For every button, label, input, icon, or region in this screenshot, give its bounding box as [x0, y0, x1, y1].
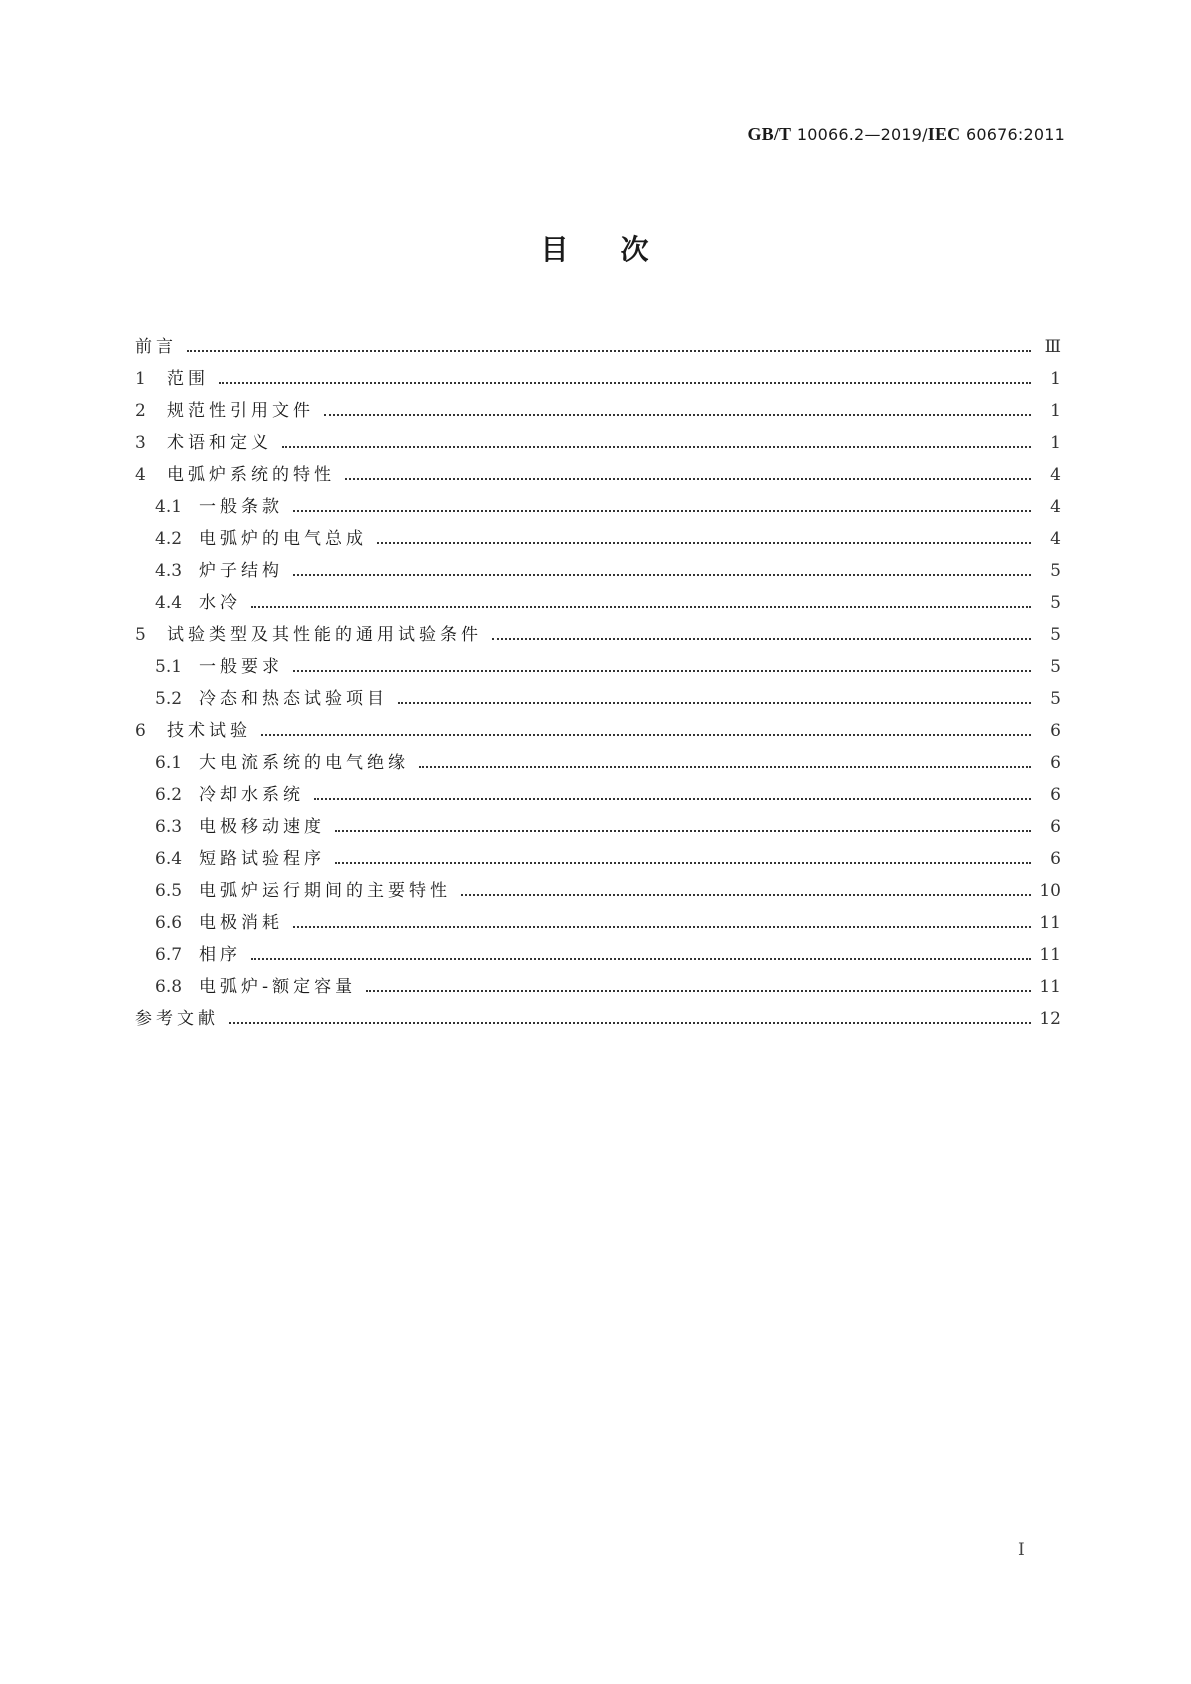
toc-entry-number: 6.2 — [155, 785, 183, 805]
toc-entry-page: 12 — [1039, 1009, 1061, 1029]
toc-entry-number: 5.2 — [155, 689, 183, 709]
toc-entry-number: 4.4 — [155, 593, 183, 613]
dot-leader — [282, 445, 1031, 448]
toc-entry-number: 5 — [135, 625, 146, 645]
toc-entry[interactable] — [135, 838, 1061, 870]
toc-entry-page: 6 — [1050, 817, 1061, 837]
toc-entry-page: 1 — [1050, 401, 1061, 421]
toc-entry[interactable] — [135, 582, 1061, 614]
toc-entry[interactable] — [135, 390, 1061, 422]
toc-entry-number: 4 — [135, 465, 146, 485]
toc-entry-title: 冷却水系统 — [199, 785, 304, 805]
toc-entry-title: 一般条款 — [199, 497, 283, 517]
toc-entry-number: 4.1 — [155, 497, 183, 517]
dot-leader — [492, 637, 1031, 640]
toc-entry[interactable] — [135, 966, 1061, 998]
dot-leader — [229, 1021, 1031, 1024]
toc-entry[interactable] — [135, 518, 1061, 550]
toc-entry-page: 10 — [1039, 881, 1061, 901]
toc-entry-number: 6.8 — [155, 977, 183, 997]
dot-leader — [251, 605, 1031, 608]
toc-entry-number: 6.6 — [155, 913, 183, 933]
dot-leader — [293, 509, 1031, 512]
toc-entry-title: 试验类型及其性能的通用试验条件 — [167, 625, 482, 645]
toc-entry-title: 大电流系统的电气绝缘 — [199, 753, 409, 773]
toc-entry[interactable] — [135, 454, 1061, 486]
dot-leader — [366, 989, 1031, 992]
toc-entry-page: 1 — [1050, 433, 1061, 453]
dot-leader — [398, 701, 1031, 704]
toc-entry-title: 炉子结构 — [199, 561, 283, 581]
toc-entry-title: 一般要求 — [199, 657, 283, 677]
toc-entry-number: 2 — [135, 401, 146, 421]
toc-entry-number: 3 — [135, 433, 146, 453]
page-number: I — [1018, 1540, 1025, 1560]
dot-leader — [187, 349, 1031, 352]
toc-entry-page: 5 — [1050, 561, 1061, 581]
dot-leader — [419, 765, 1031, 768]
standard-number: 10066.2—2019/ — [796, 125, 928, 144]
dot-leader — [335, 829, 1031, 832]
dot-leader — [314, 797, 1031, 800]
toc-entry[interactable] — [135, 614, 1061, 646]
dot-leader — [261, 733, 1031, 736]
toc-entry[interactable] — [135, 998, 1061, 1030]
toc-entry[interactable] — [135, 678, 1061, 710]
page-title — [0, 228, 1191, 268]
toc-entry-title: 电弧炉运行期间的主要特性 — [199, 881, 451, 901]
toc-entry[interactable] — [135, 902, 1061, 934]
toc-entry-title: 电弧炉-额定容量 — [199, 977, 357, 997]
toc-entry-number: 4.3 — [155, 561, 183, 581]
table-of-contents — [135, 326, 1061, 1030]
toc-entry-page: 11 — [1039, 913, 1061, 933]
toc-entry-title: 电弧炉的电气总成 — [199, 529, 367, 549]
toc-entry-title: 电极消耗 — [199, 913, 283, 933]
dot-leader — [377, 541, 1031, 544]
iec-code: IEC — [927, 124, 961, 144]
toc-entry-number: 1 — [135, 369, 146, 389]
toc-entry-page: 5 — [1050, 689, 1061, 709]
toc-entry-title: 相序 — [199, 945, 241, 965]
toc-entry-number: 6.7 — [155, 945, 183, 965]
toc-entry-page: 6 — [1050, 849, 1061, 869]
toc-entry-title: 技术试验 — [167, 721, 251, 741]
toc-entry[interactable] — [135, 358, 1061, 390]
toc-entry-number: 6.4 — [155, 849, 183, 869]
toc-entry-title: 电弧炉系统的特性 — [167, 465, 335, 485]
dot-leader — [293, 669, 1031, 672]
title-char-1: 目 — [540, 233, 571, 266]
toc-entry-number: 6.5 — [155, 881, 183, 901]
toc-entry-page: 1 — [1050, 369, 1061, 389]
toc-entry-title: 范围 — [167, 369, 209, 389]
toc-entry[interactable] — [135, 806, 1061, 838]
toc-entry-title: 水冷 — [199, 593, 241, 613]
toc-entry-number: 6 — [135, 721, 146, 741]
toc-entry-number: 4.2 — [155, 529, 183, 549]
toc-entry[interactable] — [135, 934, 1061, 966]
dot-leader — [251, 957, 1031, 960]
iec-number: 60676:2011 — [965, 125, 1065, 144]
toc-entry-page: 4 — [1050, 497, 1061, 517]
toc-entry-page: 11 — [1039, 977, 1061, 997]
toc-entry-page: 6 — [1050, 785, 1061, 805]
toc-entry[interactable] — [135, 742, 1061, 774]
toc-entry-page: 5 — [1050, 657, 1061, 677]
toc-entry-number: 6.1 — [155, 753, 183, 773]
toc-entry-page: 6 — [1050, 721, 1061, 741]
dot-leader — [324, 413, 1031, 416]
toc-entry-page: 4 — [1050, 529, 1061, 549]
toc-entry-number: 5.1 — [155, 657, 183, 677]
dot-leader — [293, 573, 1031, 576]
dot-leader — [293, 925, 1031, 928]
toc-entry[interactable] — [135, 870, 1061, 902]
standard-number-header — [747, 124, 1065, 145]
toc-entry[interactable] — [135, 774, 1061, 806]
toc-entry[interactable] — [135, 710, 1061, 742]
toc-entry-title: 前言 — [135, 337, 177, 357]
toc-entry-page: 5 — [1050, 593, 1061, 613]
toc-entry-title: 参考文献 — [135, 1009, 219, 1029]
toc-entry-page: Ⅲ — [1044, 337, 1061, 357]
toc-entry[interactable] — [135, 326, 1061, 358]
toc-entry-title: 术语和定义 — [167, 433, 272, 453]
dot-leader — [461, 893, 1031, 896]
dot-leader — [345, 477, 1031, 480]
toc-entry-title: 冷态和热态试验项目 — [199, 689, 388, 709]
toc-entry-page: 4 — [1050, 465, 1061, 485]
toc-entry-page: 5 — [1050, 625, 1061, 645]
toc-entry[interactable] — [135, 486, 1061, 518]
standard-code: GB/T — [747, 124, 792, 144]
toc-entry-title: 短路试验程序 — [199, 849, 325, 869]
title-char-2: 次 — [620, 233, 651, 266]
dot-leader — [219, 381, 1031, 384]
toc-entry[interactable] — [135, 422, 1061, 454]
toc-entry-page: 6 — [1050, 753, 1061, 773]
toc-entry-title: 电极移动速度 — [199, 817, 325, 837]
toc-entry[interactable] — [135, 550, 1061, 582]
toc-entry-page: 11 — [1039, 945, 1061, 965]
toc-entry-number: 6.3 — [155, 817, 183, 837]
toc-entry-title: 规范性引用文件 — [167, 401, 314, 421]
toc-entry[interactable] — [135, 646, 1061, 678]
dot-leader — [335, 861, 1031, 864]
